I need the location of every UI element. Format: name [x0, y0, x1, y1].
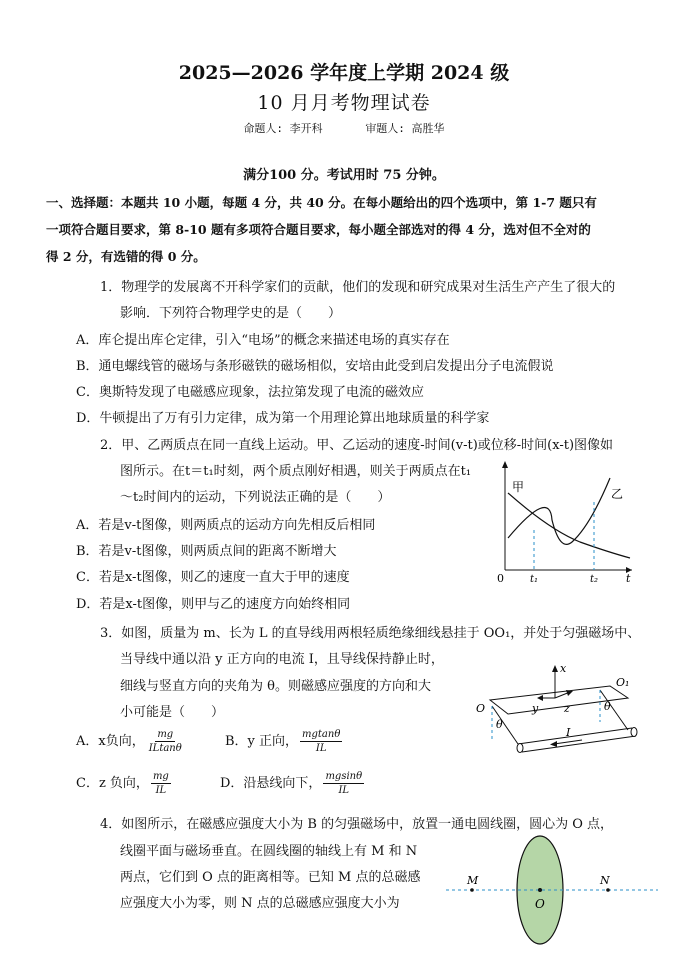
- label-yi: 乙: [611, 487, 624, 501]
- exam-title-line2: 10 月月考物理试卷: [257, 92, 431, 114]
- wire-end-left: [517, 744, 523, 753]
- q2-option-a: A．若是v-t图像，则两质点的运动方向先相反后相同: [76, 518, 376, 533]
- q3-stem-line3: 细线与竖直方向的夹角为 θ。则磁感应强度的方向和大: [120, 679, 431, 694]
- author-line: [0, 120, 688, 136]
- q3-stem-line2: 当导线中通以沿 y 正方向的电流 I，且导线保持静止时，: [120, 652, 444, 667]
- q2-stem-line2: 图所示。在t＝t₁时刻，两个质点刚好相遇，则关于两质点在t₁: [120, 464, 472, 479]
- point-o1-label: O₁: [616, 676, 630, 689]
- x-label: x: [560, 662, 567, 675]
- q1-option-c: C．奥斯特发现了电磁感应现象，法拉第发现了电流的磁效应: [76, 385, 424, 400]
- q3-option-c: C．z 负向， $\frac{mg}{IL}$: [76, 771, 169, 796]
- q2-option-d: D．若是x-t图像，则甲与乙的速度方向始终相同: [76, 597, 351, 612]
- current-label: I: [566, 726, 571, 739]
- point-o: [538, 888, 542, 892]
- current-arrow: [554, 740, 582, 744]
- point-m: [470, 888, 474, 892]
- y-axis-arrow: [537, 695, 543, 701]
- q4-stem-line3: 两点，它们到 O 点的距离相等。已知 M 点的总磁感: [120, 870, 421, 885]
- q3-wire-figure: [470, 660, 650, 772]
- t2-label: t₂: [590, 574, 599, 583]
- q3-option-b-fraction: $\frac{mgtan\theta}{IL}$: [302, 729, 341, 754]
- point-n: [606, 888, 610, 892]
- y-label: y: [532, 702, 539, 715]
- x-axis-arrow: [552, 665, 558, 672]
- wire-bottom-edge: [522, 736, 636, 752]
- q1-option-b: B．通电螺线管的磁场与条形磁铁的磁场相似，安培由此受到启发提出分子电流假说: [76, 359, 554, 374]
- wire-top-edge: [518, 728, 632, 744]
- reviewer: 审题人: 高胜华: [365, 122, 445, 135]
- q3-option-d-fraction: $\frac{mgsin\theta}{IL}$: [325, 771, 363, 796]
- exam-title-line1: 2025—2026 学年度上学期 2024 级: [178, 62, 510, 84]
- q2-stem-line3: ～t₂时间内的运动，下列说法正确的是（ ）: [120, 490, 391, 505]
- wire-end-right: [631, 728, 637, 737]
- q4-stem-line2: 线圈平面与磁场垂直。在圆线圈的轴线上有 M 和 N: [120, 844, 418, 859]
- t-axis-label: t: [626, 572, 631, 583]
- section1-line1: 一、选择题：本题共 10 小题，每题 4 分，共 40 分。在每小题给出的四个选项中，第 1-7 题只有: [46, 195, 597, 210]
- curve-jia: [508, 493, 630, 558]
- q3-stem-line4: 小可能是（ ）: [120, 705, 225, 720]
- q4-stem-line1: 4．如图所示，在磁感应强度大小为 B 的匀强磁场中，放置一通电圆线圈，圆心为 O 点，: [100, 817, 614, 832]
- author: 命题人: 李开科: [243, 122, 323, 135]
- t1-label: t₁: [530, 574, 539, 583]
- q3-option-d: D．沿悬线向下， $\frac{mgsin\theta}{IL}$: [220, 771, 363, 796]
- q3-option-a: A．x负向， $\frac{mg}{ILtan\theta}$: [76, 729, 182, 754]
- theta-left-label: θ: [496, 718, 503, 731]
- q3-option-b: B．y 正向， $\frac{mgtan\theta}{IL}$: [225, 729, 341, 754]
- q3-option-a-fraction: $\frac{mg}{ILtan\theta}$: [148, 729, 182, 754]
- q1-stem-line1: 1．物理学的发展离不开科学家们的贡献，他们的发现和研究成果对生活生产产生了很大的: [100, 280, 616, 295]
- point-o-label: O: [476, 702, 486, 715]
- q2-option-c: C．若是x-t图像，则乙的速度一直大于甲的速度: [76, 570, 350, 585]
- section1-line3: 得 2 分，有选错的得 0 分。: [46, 249, 206, 264]
- z-label: z: [564, 702, 570, 715]
- point-m-label: M: [467, 874, 479, 887]
- q1-option-a: A．库仑提出库仑定律，引入“电场”的概念来描述电场的真实存在: [76, 333, 450, 348]
- y-axis-arrow: [502, 461, 508, 468]
- current-arrowhead: [550, 741, 557, 747]
- origin-label: 0: [497, 572, 504, 583]
- q4-stem-line4: 应强度大小为零，则 N 点的总磁感应强度大小为: [120, 896, 400, 911]
- q1-stem-line2: 影响．下列符合物理学史的是（ ）: [120, 306, 342, 321]
- q2-option-b: B．若是v-t图像，则两质点间的距离不断增大: [76, 544, 337, 559]
- point-o-label: O: [535, 897, 545, 911]
- q3-stem-line1: 3．如图，质量为 m、长为 L 的直导线用两根轻质绝缘细线悬挂于 OO₁，并处于匀强磁场中、: [100, 626, 641, 641]
- point-n-label: N: [600, 874, 610, 887]
- q1-option-d: D．牛顿提出了万有引力定律，成为第一个用理论算出地球质量的科学家: [76, 411, 490, 426]
- q3-option-c-fraction: $\frac{mg}{IL}$: [152, 771, 169, 796]
- q4-coil-figure: [440, 832, 660, 950]
- exam-info: 满分100 分。考试用时 75 分钟。: [243, 168, 445, 183]
- z-axis-arrow: [566, 690, 573, 696]
- q2-motion-graph: [490, 458, 640, 583]
- label-jia: 甲: [512, 480, 525, 494]
- theta-right-label: θ: [604, 700, 611, 713]
- q2-stem-line1: 2．甲、乙两质点在同一直线上运动。甲、乙运动的速度-时间(v-t)或位移-时间(x-t)图像如: [100, 438, 614, 453]
- section1-line2: 一项符合题目要求，第 8-10 题有多项符合题目要求，每小题全部选对的得 4 分，选对但不全对的: [46, 222, 591, 237]
